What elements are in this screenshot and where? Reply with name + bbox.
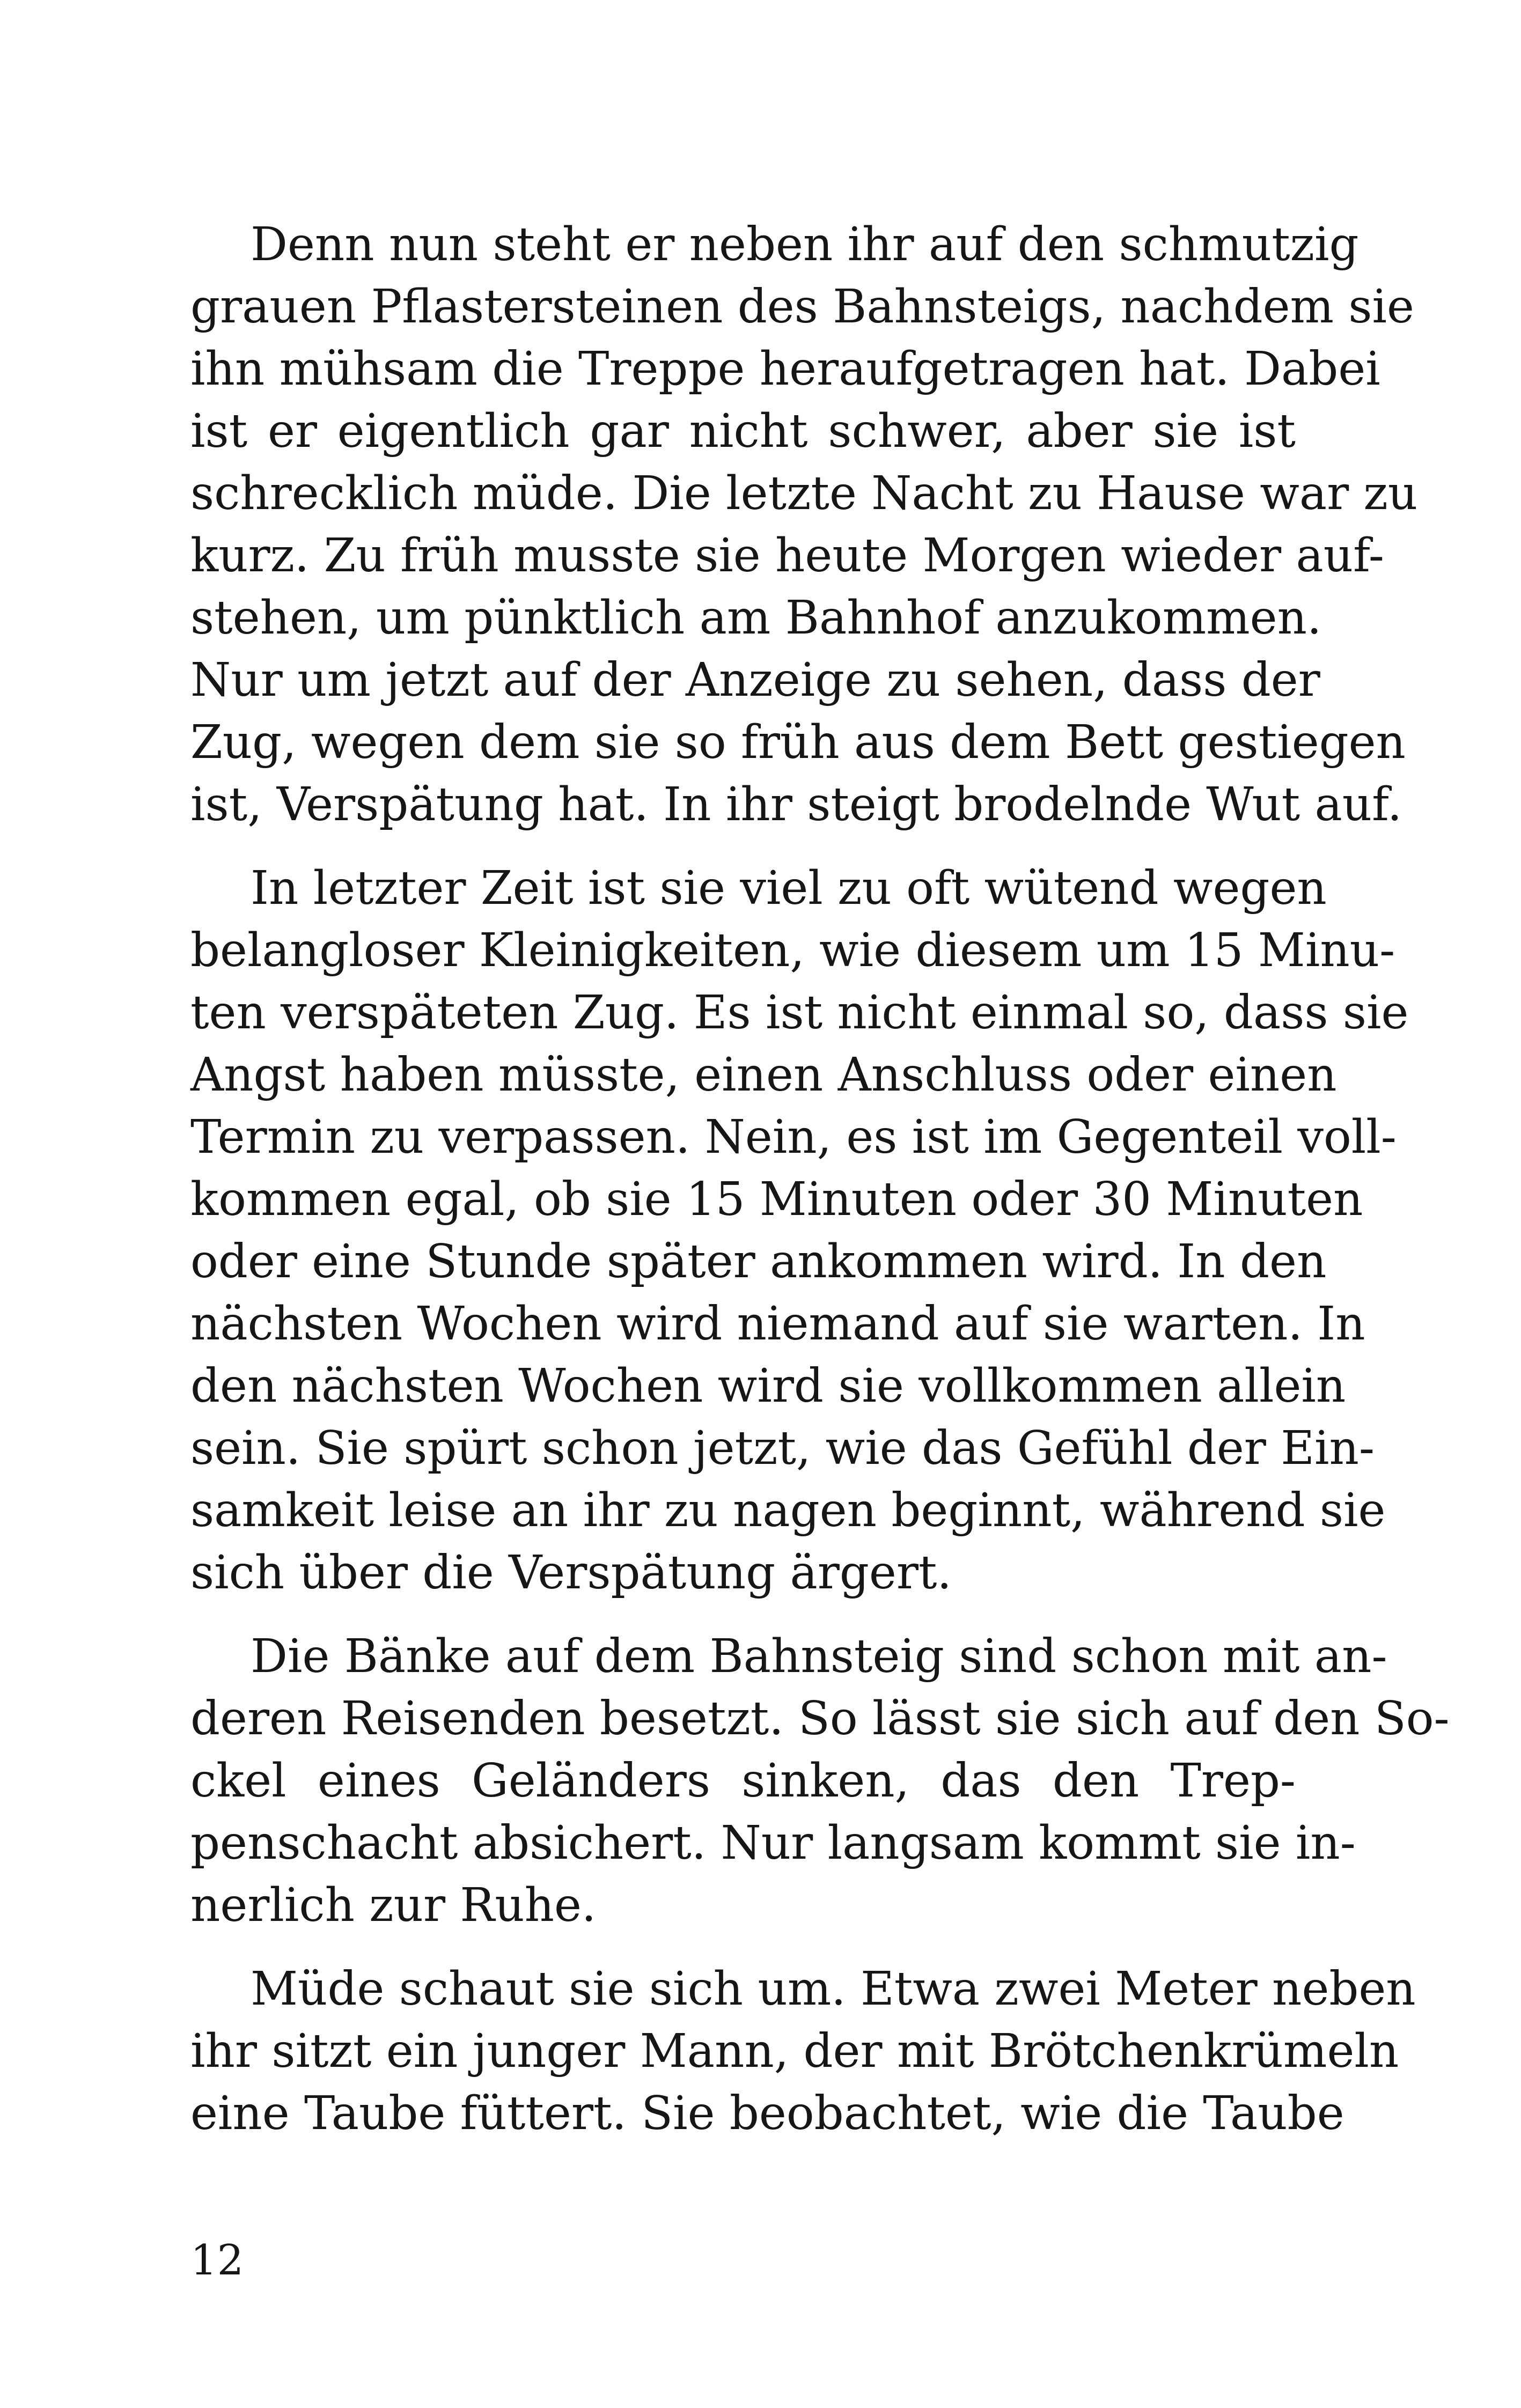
text-line: sich über die Verspätung ärgert.	[190, 1546, 952, 1600]
text-line: eine Taube füttert. Sie beobachtet, wie die Taube	[190, 2087, 1344, 2140]
page-number: 12	[190, 2236, 244, 2285]
text-line: In letzter Zeit ist sie viel zu oft wütend wegen	[251, 861, 1327, 915]
text-line: deren Reisenden besetzt. So lässt sie sich auf den So-	[190, 1692, 1450, 1746]
text-line: Die Bänke auf dem Bahnsteig sind schon mit an-	[251, 1630, 1387, 1683]
text-line: ist er eigentlich gar nicht schwer, aber sie ist	[190, 404, 1296, 458]
text-line: ist, Verspätung hat. In ihr steigt brodelnde Wut auf.	[190, 778, 1402, 831]
text-line: belangloser Kleinigkeiten, wie diesem um 15 Minu-	[190, 924, 1395, 977]
text-line: sein. Sie spürt schon jetzt, wie das Gefühl der Ein-	[190, 1422, 1375, 1475]
text-line: nerlich zur Ruhe.	[190, 1879, 597, 1932]
text-line: Termin zu verpassen. Nein, es ist im Gegenteil voll-	[190, 1110, 1397, 1164]
paragraph	[190, 1958, 1416, 2145]
text-line: stehen, um pünktlich am Bahnhof anzukommen.	[190, 591, 1322, 645]
text-line: Denn nun steht er neben ihr auf den schmutzig	[251, 218, 1359, 271]
text-line: ihr sitzt ein junger Mann, der mit Brötchenkrümeln	[190, 2024, 1399, 2078]
body-text	[190, 213, 1450, 2145]
paragraph	[190, 1625, 1450, 1936]
text-line: schrecklich müde. Die letzte Nacht zu Hause war zu	[190, 467, 1418, 520]
text-line: ihn mühsam die Treppe heraufgetragen hat. Dabei	[190, 342, 1380, 396]
text-line: oder eine Stunde später ankommen wird. In den	[190, 1235, 1327, 1288]
text-line: Müde schaut sie sich um. Etwa zwei Meter neben	[251, 1962, 1416, 2016]
text-line: penschacht absichert. Nur langsam kommt sie in-	[190, 1816, 1356, 1870]
text-line: Nur um jetzt auf der Anzeige zu sehen, dass der	[190, 653, 1320, 707]
text-line: ckel eines Geländers sinken, das den Trep-	[190, 1754, 1296, 1808]
text-line: Zug, wegen dem sie so früh aus dem Bett gestiegen	[190, 716, 1406, 769]
text-line: ten verspäteten Zug. Es ist nicht einmal so, dass sie	[190, 986, 1409, 1040]
text-line: nächsten Wochen wird niemand auf sie warten. In	[190, 1297, 1365, 1351]
text-line: Angst haben müsste, einen Anschluss oder einen	[190, 1048, 1337, 1102]
text-line: kommen egal, ob sie 15 Minuten oder 30 Minuten	[190, 1173, 1363, 1226]
text-line: den nächsten Wochen wird sie vollkommen allein	[190, 1359, 1346, 1413]
text-line: samkeit leise an ihr zu nagen beginnt, während sie	[190, 1484, 1386, 1537]
text-line: kurz. Zu früh musste sie heute Morgen wieder auf-	[190, 529, 1384, 583]
text-line: grauen Pflastersteinen des Bahnsteigs, nachdem sie	[190, 280, 1414, 334]
paragraph	[190, 213, 1418, 836]
paragraph	[190, 857, 1409, 1604]
